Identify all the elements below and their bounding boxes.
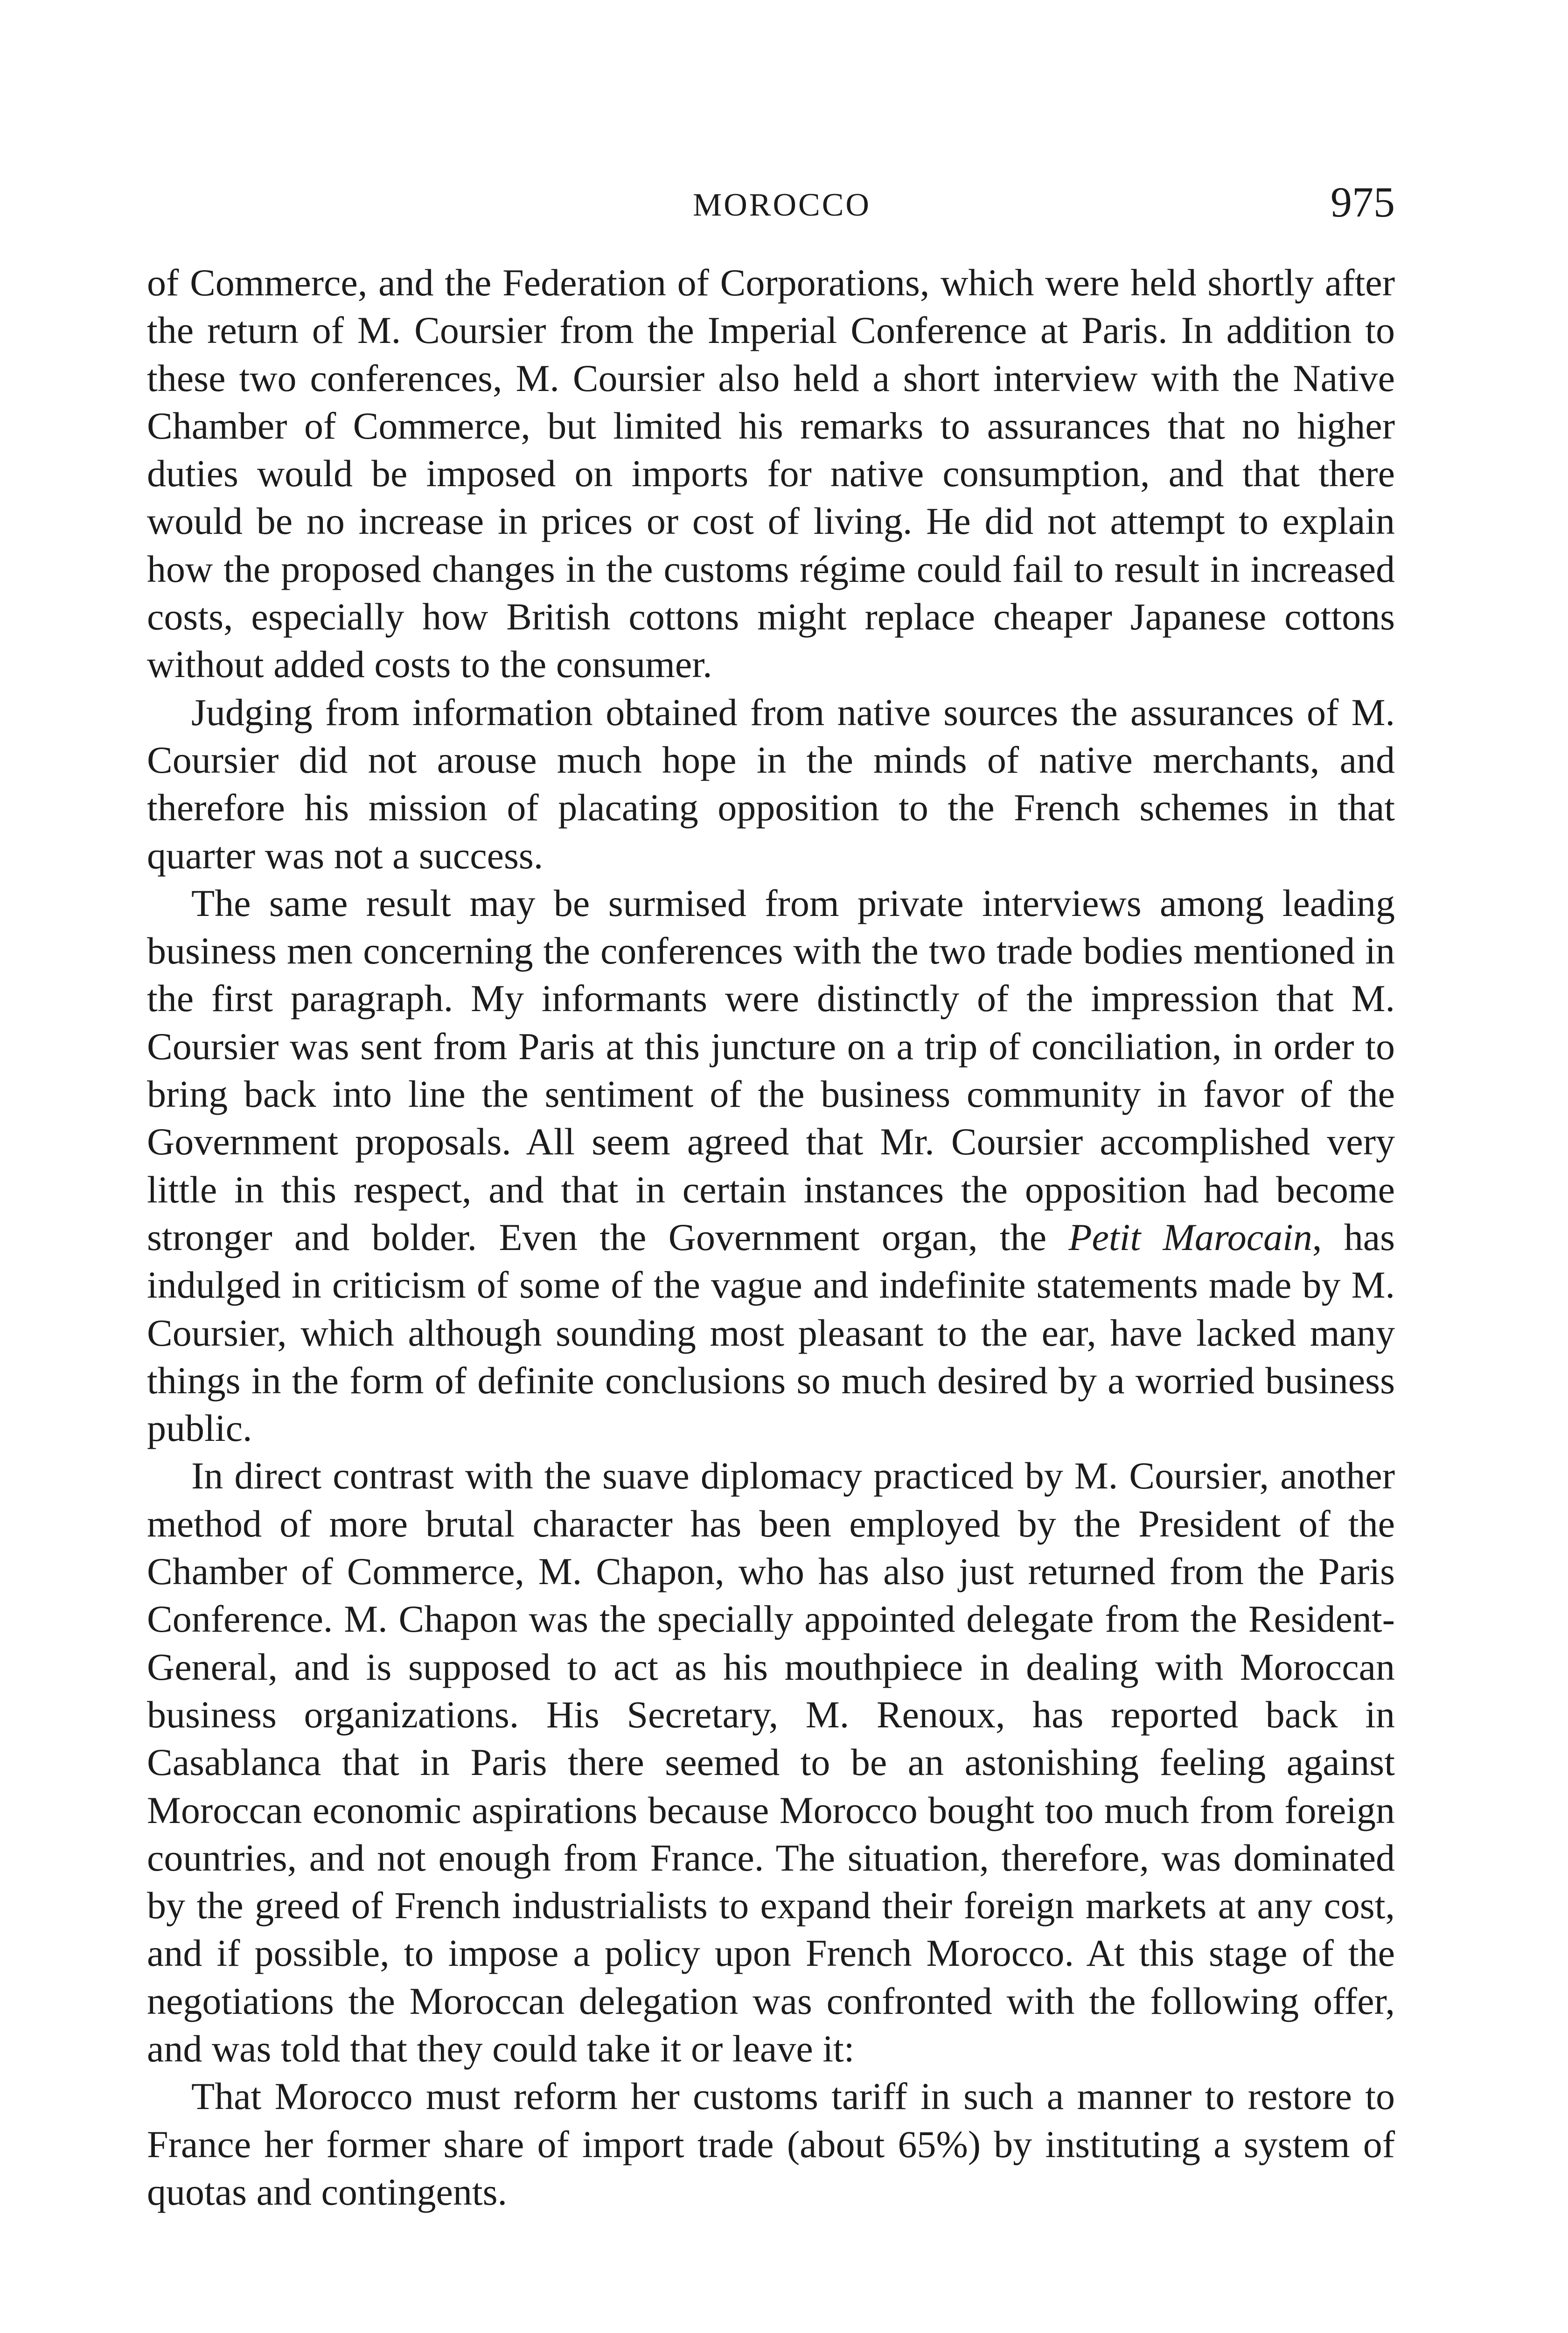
paragraph-text: of Commerce, and the Federation of Corporations, which were held shortly after the return of M. Coursier from the Imperial Conference at Paris. In addition to these two conferences, M. Coursier also held a short interview with the Native Chamber of Commerce, but limited his remarks to assurances that no higher duties would be imposed on imports for native consumption, and that there would be no increase in prices or cost of living. He did not attempt to explain how the proposed changes in the customs régime could fail to result in increased costs, especially how British cottons might replace cheaper Japanese cottons without added costs to the consumer. xyxy=(147,261,1395,686)
paragraph-text: Judging from information obtained from native sources the assurances of M. Coursier did not arouse much hope in the minds of native merchants, and therefore his mission of placating opposition to the French schemes in that quarter was not a success. xyxy=(147,691,1395,877)
paragraph-text: In direct contrast with the suave diplomacy practiced by M. Coursier, another method of more brutal character has been employed by the President of the Chamber of Commerce, M. Chapon, who has also just returned from the Paris Conference. M. Chapon was the specially appointed delegate from the Resident-General, and is supposed to act as his mouthpiece in dealing with Moroccan business organizations. His Secretary, M. Renoux, has reported back in Casablanca that in Paris there seemed to be an astonishing feeling against Moroccan economic aspirations because Morocco bought too much from foreign countries, and not enough from France. The situation, therefore, was dominated by the greed of French industrialists to expand their foreign markets at any cost, and if possible, to impose a policy upon French Morocco. At this stage of the negotiations the Moroccan delegation was confronted with the following offer, and was told that they could take it or leave it: xyxy=(147,1454,1395,2070)
paragraph xyxy=(147,689,1395,880)
running-title: MOROCCO xyxy=(693,187,871,223)
running-header xyxy=(147,177,1395,229)
body-text xyxy=(147,259,1395,2216)
page-number: 975 xyxy=(1331,178,1395,226)
paragraph-text: That Morocco must reform her customs tariff in such a manner to restore to France her former share of import trade (about 65%) by instituting a system of quotas and contingents. xyxy=(147,2075,1395,2213)
paragraph-text-before-italic: The same result may be surmised from private interviews among leading business men concerning the conferences with the two trade bodies mentioned in the first paragraph. My informants were distinctly of the impression that M. Coursier was sent from Paris at this juncture on a trip of conciliation, in order to bring back into line the sentiment of the business community in favor of the Government proposals. All seem agreed that Mr. Coursier accomplished very little in this respect, and that in certain instances the opposition had become stronger and bolder. Even the Government organ, the xyxy=(147,881,1395,1258)
paragraph xyxy=(147,1452,1395,2073)
paragraph-continued xyxy=(147,259,1395,689)
paragraph-text-after-italic: , has indulged in criticism of some of the vague and indefinite statements made by M. Coursier, which although sounding most pleasant to the ear, have lacked many things in the form of definite conclusions so much desired by a worried business public. xyxy=(147,1215,1395,1450)
paragraph xyxy=(147,880,1395,1453)
paragraph xyxy=(147,2073,1395,2216)
newspaper-title: Petit Marocain xyxy=(1068,1215,1312,1258)
